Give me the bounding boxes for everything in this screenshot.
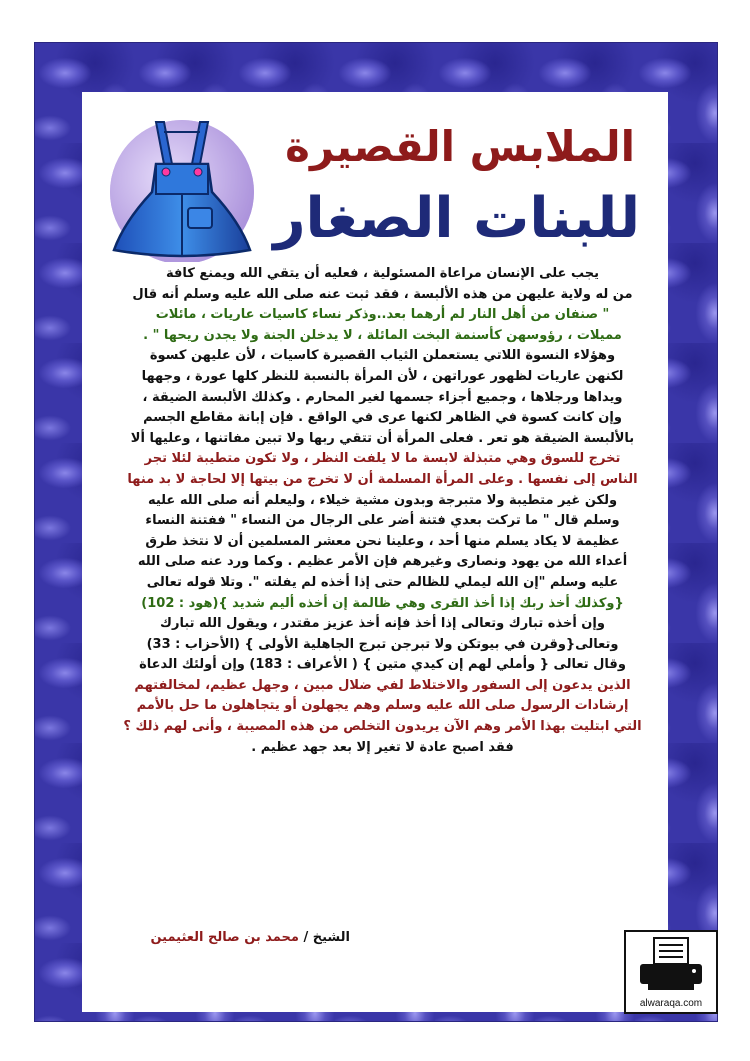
body-line: [110, 408, 655, 429]
title-line-1: الملابس القصيرة: [285, 122, 635, 171]
body-segment: التي ابتليت بهذا الأمر وهم الآن يريدون التخلص من هذه المصيبة ، وأنى لهم ذلك ؟: [123, 719, 642, 735]
body-segment: بالألبسة الضيقة هو تعر . فعلى المرأة أن تتقي ربها ولا تبين مفاتنها ، وعليها ألا: [130, 430, 635, 446]
body-segment: وهؤلاء النسوة اللاتي يستعملن الثياب القصيرة كاسيات ، لأن عليهن كسوة: [149, 348, 616, 364]
body-segment: وإن أخذه تبارك وتعالى إذا أخذ فإنه أخذ عزيز مقتدر ، ويقول الله تبارك: [160, 616, 605, 632]
body-line: [110, 532, 655, 553]
body-segment: عليه وسلم "إن الله ليملي للظالم حتى إذا أخذه لم يفلته ". وتلا قوله تعالى: [146, 574, 619, 590]
body-segment: وتعالى{وقرن في بيوتكن ولا تبرجن تبرج الجاهلية الأولى } (الأحزاب : 33): [146, 636, 619, 652]
body-segment: من له ولاية عليهن من هذه الألبسة ، فقد ثبت عنه صلى الله عليه وسلم أنه قال: [132, 286, 633, 302]
body-segment: إرشادات الرسول صلى الله عليه وسلم وهم يجهلون أو يتجاهلون ما حل بالأمم: [136, 698, 629, 714]
body-line: [110, 573, 655, 594]
body-line: [110, 717, 655, 738]
body-line: [110, 285, 655, 306]
body-segment: يجب على الإنسان مراعاة المسئولية ، فعليه أن يتقي الله ويمنع كافة: [166, 266, 599, 281]
body-segment: وسلم قال " ما تركت بعدي فتنة أضر على الرجال من النساء " ففتنة النساء: [145, 513, 620, 529]
body-line: [110, 635, 655, 656]
title-line-2: للبنات الصغار: [273, 186, 640, 251]
body-line: [110, 305, 655, 326]
body-segment: فقد اصبح عادة لا تغير إلا بعد جهد عظيم .: [251, 739, 514, 755]
printer-icon: [626, 932, 716, 996]
article-body: [110, 264, 655, 758]
body-segment: عظيمة لا يكاد يسلم منها أحد ، وعلينا نحن معشر المسلمين أن لا نتخذ طرق: [145, 533, 620, 549]
body-segment: ولكن غير متطيبة ولا متبرجة وبدون مشية خيلاء ، وليعلم أنه صلى الله عليه: [147, 492, 618, 508]
body-segment: وإن كانت كسوة في الظاهر لكنها عرى في الواقع . فإن إبانة مقاطع الجسم: [143, 410, 622, 426]
body-line: [110, 594, 655, 615]
body-segment: الذين يدعون إلى السفور والاختلاط لفي ضلال مبين ، وجهل عظيم، لمخالفتهم: [134, 677, 631, 693]
site-logo[interactable]: [624, 930, 718, 1014]
body-line: [110, 614, 655, 635]
body-line: [110, 738, 655, 759]
body-segment: ويداها ورجلاها ، وجميع أجزاء جسمها لغير المحارم . وكذلك الألبسة الضيقة ،: [142, 389, 623, 405]
body-line: [110, 429, 655, 450]
body-segment: وقال تعالى { وأملي لهم إن كيدي متين } ( الأعراف : 183) وإن أولئك الدعاة: [139, 657, 626, 673]
signature-prefix: الشيخ /: [298, 930, 350, 945]
body-line: [110, 470, 655, 491]
body-segment: أعداء الله من يهود ونصارى وغيرهم فإن الأمر عظيم . وكما ورد عنه صلى الله: [137, 554, 628, 570]
signature: [100, 930, 350, 945]
body-line: [110, 511, 655, 532]
body-line: [110, 696, 655, 717]
body-line: [110, 388, 655, 409]
body-line: [110, 326, 655, 347]
body-segment: تخرج للسوق وهي متبذلة لابسة ما لا يلفت النظر ، ولا تكون متطيبة لئلا تجر: [144, 451, 621, 467]
body-line: [110, 346, 655, 367]
body-segment: " صنفان من أهل النار لم أرهما بعد..وذكر نساء كاسيات عاريات ، مائلات: [155, 307, 610, 323]
body-line: [110, 491, 655, 512]
body-segment: لكنهن عاريات لظهور عوراتهن ، لأن المرأة بالنسبة للنظر كلها عورة ، وجهها: [141, 368, 624, 384]
dress-icon: [100, 112, 260, 262]
body-line: [110, 264, 655, 285]
body-line: [110, 552, 655, 573]
body-line: [110, 367, 655, 388]
body-segment: مميلات ، رؤوسهن كأسنمة البخت المائلة ، لا يدخلن الجنة ولا يجدن ريحها " .: [143, 327, 622, 343]
site-url: alwaraqa.com: [639, 998, 703, 1009]
body-line: [110, 676, 655, 697]
body-segment: الناس إلى نفسها . وعلى المرأة المسلمة أن لا تخرج من بيتها إلا لحاجة لا بد منها: [127, 471, 638, 487]
body-segment: {وكذلك أخذ ربك إذا أخذ القرى وهي ظالمة إن أخذه أليم شديد }(هود : 102): [141, 595, 624, 611]
signature-name: محمد بن صالح العثيمين: [150, 930, 299, 945]
body-line: [110, 449, 655, 470]
body-line: [110, 655, 655, 676]
